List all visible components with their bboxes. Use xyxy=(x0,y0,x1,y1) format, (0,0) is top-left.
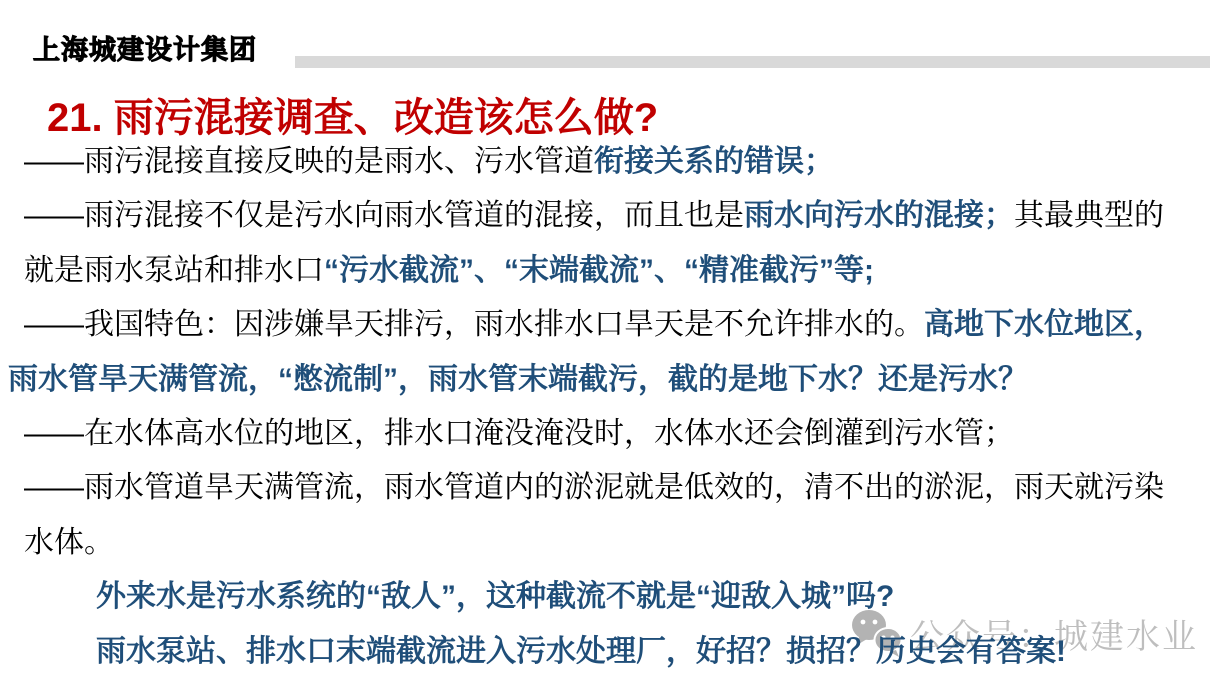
body-line-6 xyxy=(24,407,1210,461)
body-line-7 xyxy=(24,461,1210,515)
body-line-8 xyxy=(24,516,1210,570)
body-line-8-seg-1: 水体。 xyxy=(24,525,114,559)
body-line-3-seg-1: 就是雨水泵站和排水口 xyxy=(24,253,324,287)
watermark-text: 公众号：城建水业 xyxy=(910,617,1198,656)
body-line-2-seg-3: 其最典型的 xyxy=(1014,199,1164,233)
body-line-4-seg-1: ——我国特色：因涉嫌旱天排污，雨水排水口旱天是不允许排水的。 xyxy=(24,308,924,342)
slide-title: 21. 雨污混接调查、改造该怎么做? xyxy=(47,96,659,140)
body-line-9-seg-1: 外来水是污水系统的“敌人”，这种截流不就是“迎敌入城”吗? xyxy=(96,580,895,614)
body-line-5-seg-1: 雨水管旱天满管流，“憋流制”，雨水管末端截污，截的是地下水？还是污水？ xyxy=(8,362,1028,396)
body-line-3 xyxy=(24,244,1210,298)
company-logo-text: 上海城建设计集团 xyxy=(33,35,257,65)
body-line-1-seg-1: ——雨污混接直接反映的是雨水、污水管道 xyxy=(24,145,594,178)
body-line-4-seg-2: 高地下水位地区， xyxy=(924,308,1164,342)
body-line-4 xyxy=(24,298,1210,352)
body-line-7-seg-1: ——雨水管道旱天满管流，雨水管道内的淤泥就是低效的，清不出的淤泥，雨天就污染 xyxy=(24,471,1164,505)
body-line-10 xyxy=(96,625,1210,679)
body-line-9 xyxy=(96,570,1210,624)
body-line-1 xyxy=(24,135,1210,189)
body-text-block xyxy=(8,135,1210,679)
body-line-3-seg-2: “污水截流”、“末端截流”、“精准截污”等; xyxy=(324,253,874,287)
body-line-5 xyxy=(8,353,1210,407)
body-line-6-seg-1: ——在水体高水位的地区，排水口淹没淹没时，水体水还会倒灌到污水管； xyxy=(24,417,1014,451)
body-line-10-seg-1: 雨水泵站、排水口末端截流进入污水处理厂，好招？损招？历史会有答案! xyxy=(96,634,1066,668)
body-line-1-seg-2: 衔接关系的错误； xyxy=(594,145,834,178)
header-divider-bar xyxy=(295,56,1210,68)
body-line-2-seg-2: 雨水向污水的混接； xyxy=(744,199,1014,233)
body-line-2 xyxy=(24,189,1210,243)
body-line-2-seg-1: ——雨污混接不仅是污水向雨水管道的混接，而且也是 xyxy=(24,199,744,233)
